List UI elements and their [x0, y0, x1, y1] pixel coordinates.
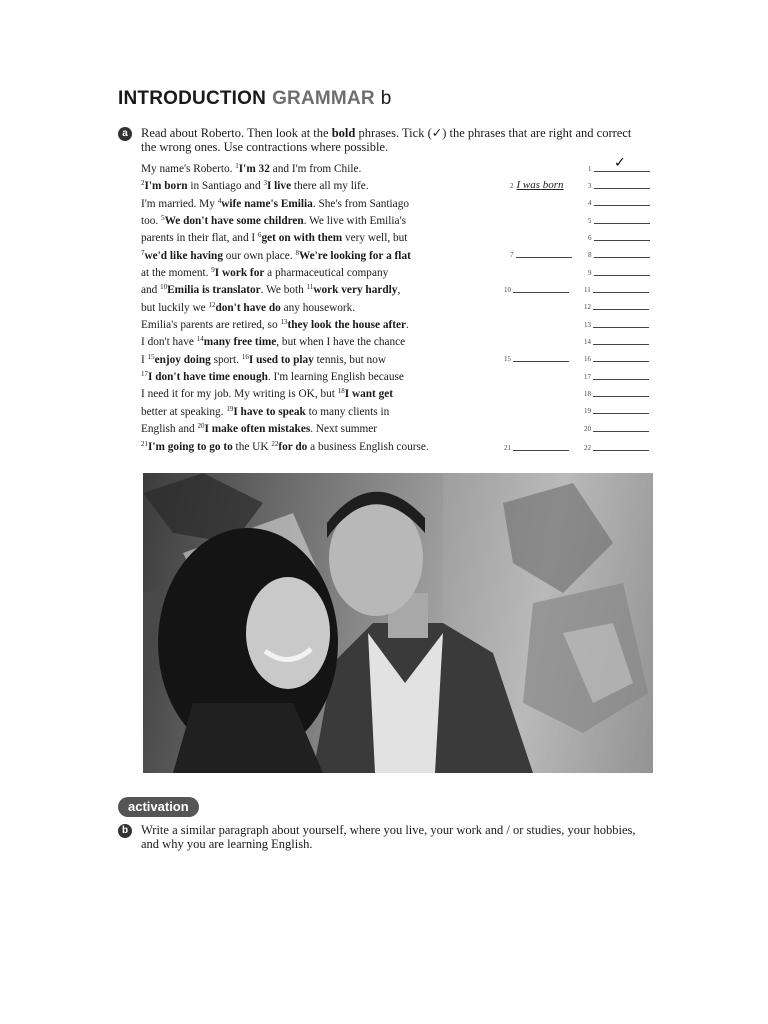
- para-line-8: and $^{10}$Emilia is translator. We both $^{11}$work very hardly,: [141, 283, 401, 297]
- para-line-5: parents in their flat, and I $^6$get on with them very well, but: [141, 231, 408, 245]
- exercise-a-marker: a: [118, 127, 132, 141]
- para-line-13: $^{17}$I don't have time enough. I'm learning English because: [141, 370, 404, 384]
- answer-blank-16[interactable]: 16: [584, 352, 649, 363]
- activation-label: activation: [118, 797, 199, 817]
- answer-blank-14[interactable]: 14: [584, 335, 649, 346]
- answer-blank-22[interactable]: 22: [584, 441, 649, 452]
- para-line-14: I need it for my job. My writing is OK, but $^{18}$I want get: [141, 387, 394, 401]
- answer-blank-8[interactable]: 8: [588, 248, 650, 259]
- answer-blank-21[interactable]: 21: [504, 441, 569, 452]
- para-line-2: $^2$I'm born in Santiago and $^3$I live there all my life.: [141, 179, 369, 193]
- answer-blank-5[interactable]: 5: [588, 214, 650, 225]
- answer-blank-9[interactable]: 9: [588, 266, 650, 277]
- answer-blank-6[interactable]: 6: [588, 231, 650, 242]
- couple-photo-drawing: [143, 473, 653, 773]
- roberto-paragraph: [141, 161, 501, 456]
- para-line-9: but luckily we $^{12}$don't have do any housework.: [141, 300, 356, 314]
- answer-blank-17[interactable]: 17: [584, 370, 649, 381]
- para-line-11: I don't have $^{14}$many free time, but when I have the chance: [141, 335, 406, 349]
- exercise-b-marker: b: [118, 824, 132, 838]
- answer-blank-13[interactable]: 13: [584, 318, 649, 329]
- exercise-b-instruction: Write a similar paragraph about yourself, where you live, your work and / or studies, your hobbies, and why you are learning English.: [141, 823, 636, 851]
- heading-title: INTRODUCTION: [118, 88, 267, 109]
- answer-blank-2[interactable]: 2 I was born: [510, 179, 564, 191]
- answer-blank-1[interactable]: 1 ✓: [588, 162, 650, 173]
- heading-letter: b: [380, 88, 392, 109]
- answer-blank-20[interactable]: 20: [584, 422, 649, 433]
- answer-blank-18[interactable]: 18: [584, 387, 649, 398]
- para-line-15: better at speaking. $^{19}$I have to speak to many clients in: [141, 404, 390, 418]
- para-line-16: English and $^{20}$I make often mistakes. Next summer: [141, 422, 378, 436]
- answer-blank-4[interactable]: 4: [588, 196, 650, 207]
- answer-blank-19[interactable]: 19: [584, 404, 649, 415]
- answer-blank-10[interactable]: 10: [504, 283, 569, 294]
- exercise-a-instruction: Read about Roberto. Then look at the bold phrases. Tick (✓) the phrases that are right and correct the wrong ones. Use contractions where possible.: [141, 126, 632, 154]
- para-line-1: My name's Roberto. $^1$I'm 32 and I'm from Chile.: [141, 162, 362, 175]
- para-line-6: $^7$we'd like having our own place. $^8$We're looking for a flat: [141, 248, 411, 262]
- answer-blank-11[interactable]: 11: [584, 283, 649, 294]
- para-line-3: I'm married. My $^4$wife name's Emilia. She's from Santiago: [141, 196, 409, 210]
- answer-blank-15[interactable]: 15: [504, 352, 569, 363]
- para-line-7: at the moment. $^9$I work for a pharmaceutical company: [141, 266, 389, 280]
- answer-2-written: I was born: [516, 179, 564, 191]
- para-line-17: $^{21}$I'm going to go to the UK $^{22}$for do a business English course.: [141, 439, 429, 453]
- answer-blank-7[interactable]: 7: [510, 248, 572, 259]
- para-line-12: I $^{15}$enjoy doing sport. $^{16}$I used to play tennis, but now: [141, 352, 387, 366]
- tick-mark: ✓: [614, 156, 626, 171]
- answer-blank-12[interactable]: 12: [584, 300, 649, 311]
- answer-blank-3[interactable]: 3: [588, 179, 650, 190]
- para-line-4: too. $^5$We don't have some children. We live with Emilia's: [141, 214, 406, 228]
- para-line-10: Emilia's parents are retired, so $^{13}$they look the house after.: [141, 318, 409, 332]
- couple-photo: [143, 473, 653, 773]
- heading-section: GRAMMAR: [272, 88, 375, 109]
- section-heading: [118, 88, 392, 110]
